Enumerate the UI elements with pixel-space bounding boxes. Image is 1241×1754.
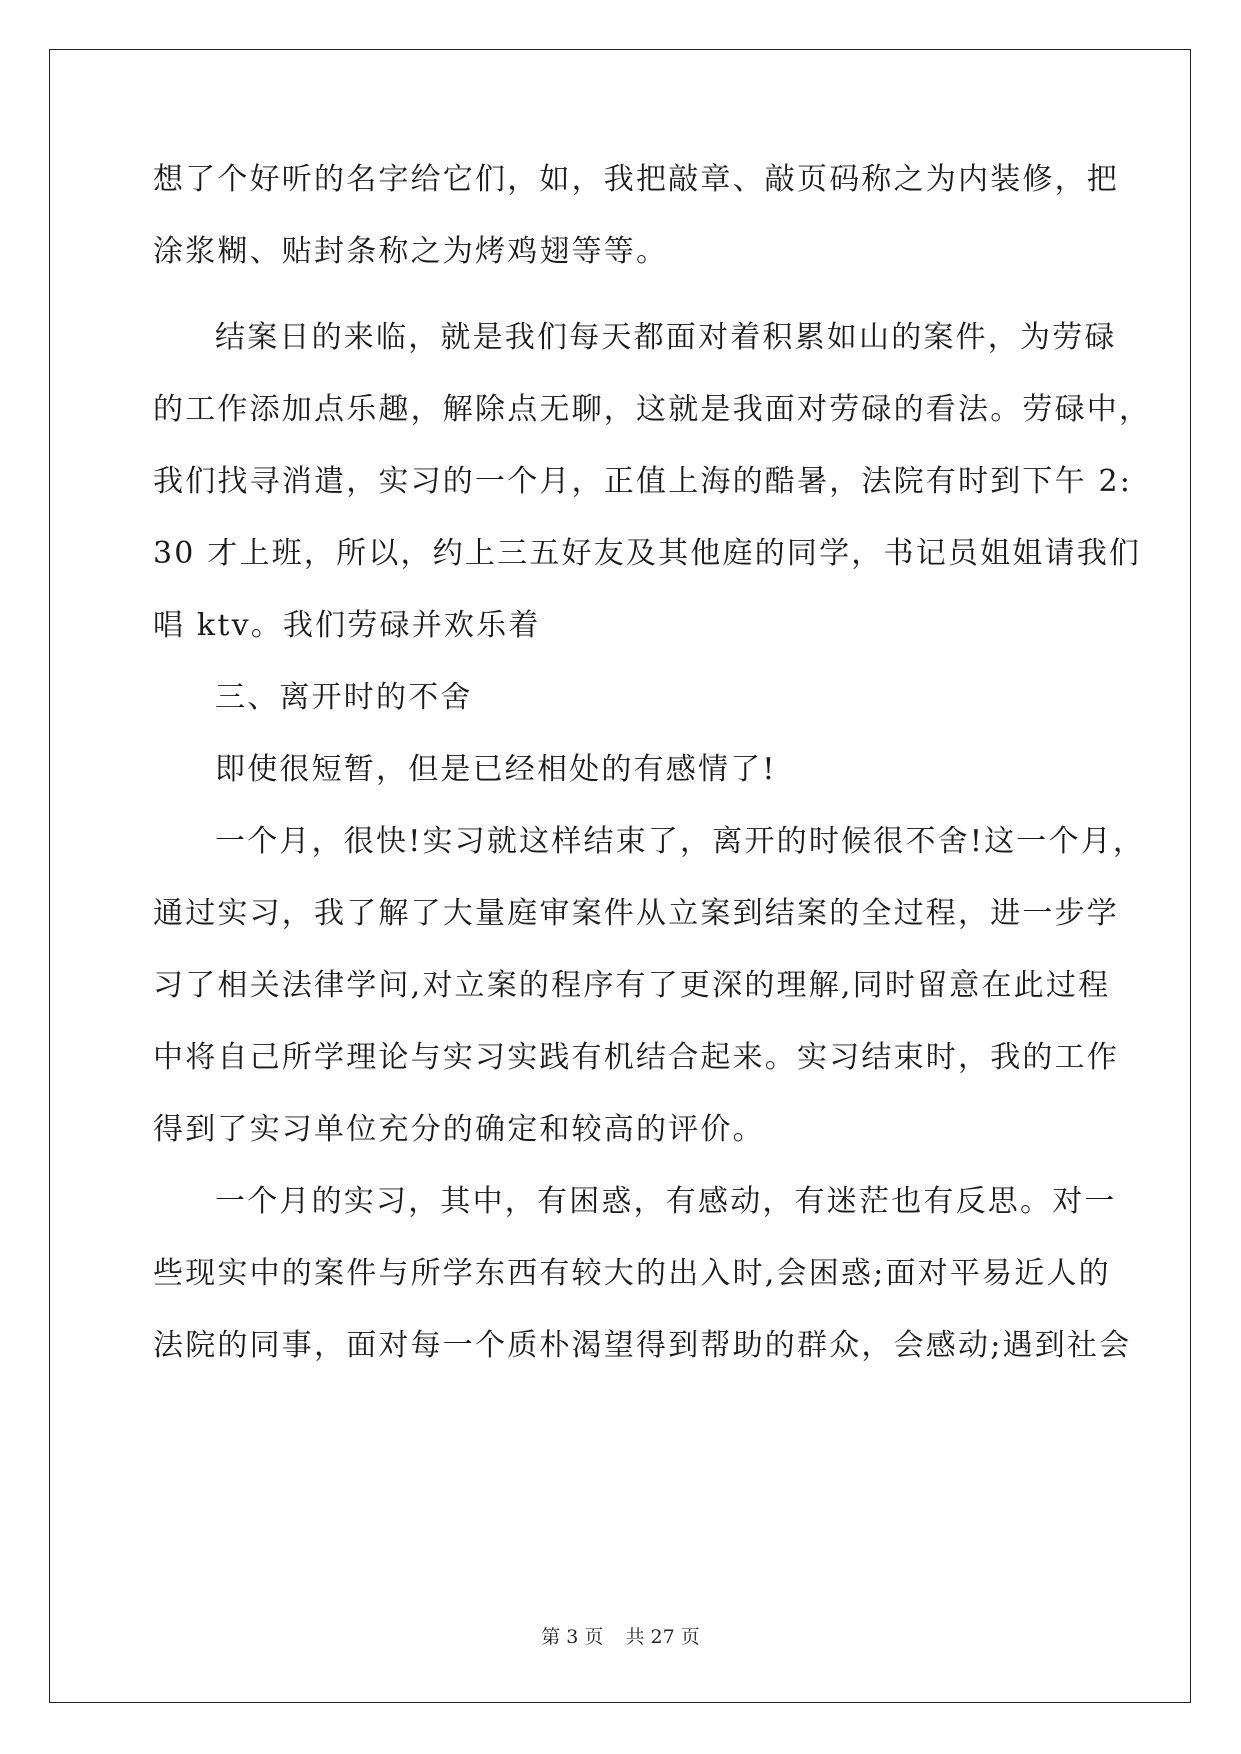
- text-line: 涂浆糊、贴封条称之为烤鸡翅等等。: [153, 234, 669, 269]
- text-line: 唱 ktv。我们劳碌并欢乐着: [153, 608, 541, 643]
- text-line: 得到了实习单位充分的确定和较高的评价。: [153, 1112, 765, 1147]
- text-line: 习了相关法律学问,对立案的程序有了更深的理解,同时留意在此过程: [153, 968, 1111, 1003]
- page-footer: [0, 1625, 1241, 1649]
- paragraph-start-line: 一个月，很快!实习就这样结束了，离开的时候很不舍!这一个月，: [215, 824, 1146, 859]
- text-line: 些现实中的案件与所学东西有较大的出入时,会困惑;面对平易近人的: [153, 1256, 1111, 1291]
- text-line: 法院的同事，面对每一个质朴渴望得到帮助的群众，会感动;遇到社会: [153, 1328, 1132, 1363]
- section-heading: 三、离开时的不舍: [215, 680, 473, 715]
- total-pages: 共 27 页: [625, 1626, 700, 1648]
- text-line: 中将自己所学理论与实习实践有机结合起来。实习结束时，我的工作: [153, 1040, 1119, 1075]
- paragraph-start-line: 即使很短暂，但是已经相处的有感情了!: [215, 752, 777, 787]
- paragraph-start-line: 结案日的来临，就是我们每天都面对着积累如山的案件，为劳碌: [215, 320, 1117, 355]
- page-number: 第 3 页: [541, 1626, 604, 1648]
- text-line: 通过实习，我了解了大量庭审案件从立案到结案的全过程，进一步学: [153, 896, 1119, 931]
- text-line: 30 才上班，所以，约上三五好友及其他庭的同学，书记员姐姐请我们: [153, 536, 1142, 571]
- paragraph-start-line: 一个月的实习，其中，有困惑，有感动，有迷茫也有反思。对一: [215, 1184, 1117, 1219]
- page-border: [49, 49, 1191, 1703]
- text-line: 的工作添加点乐趣，解除点无聊，这就是我面对劳碌的看法。劳碌中，: [153, 392, 1152, 427]
- text-line: 我们找寻消遣，实习的一个月，正值上海的酷暑，法院有时到下午 2:: [153, 464, 1133, 499]
- text-line: 想了个好听的名字给它们，如，我把敲章、敲页码称之为内装修，把: [153, 162, 1119, 197]
